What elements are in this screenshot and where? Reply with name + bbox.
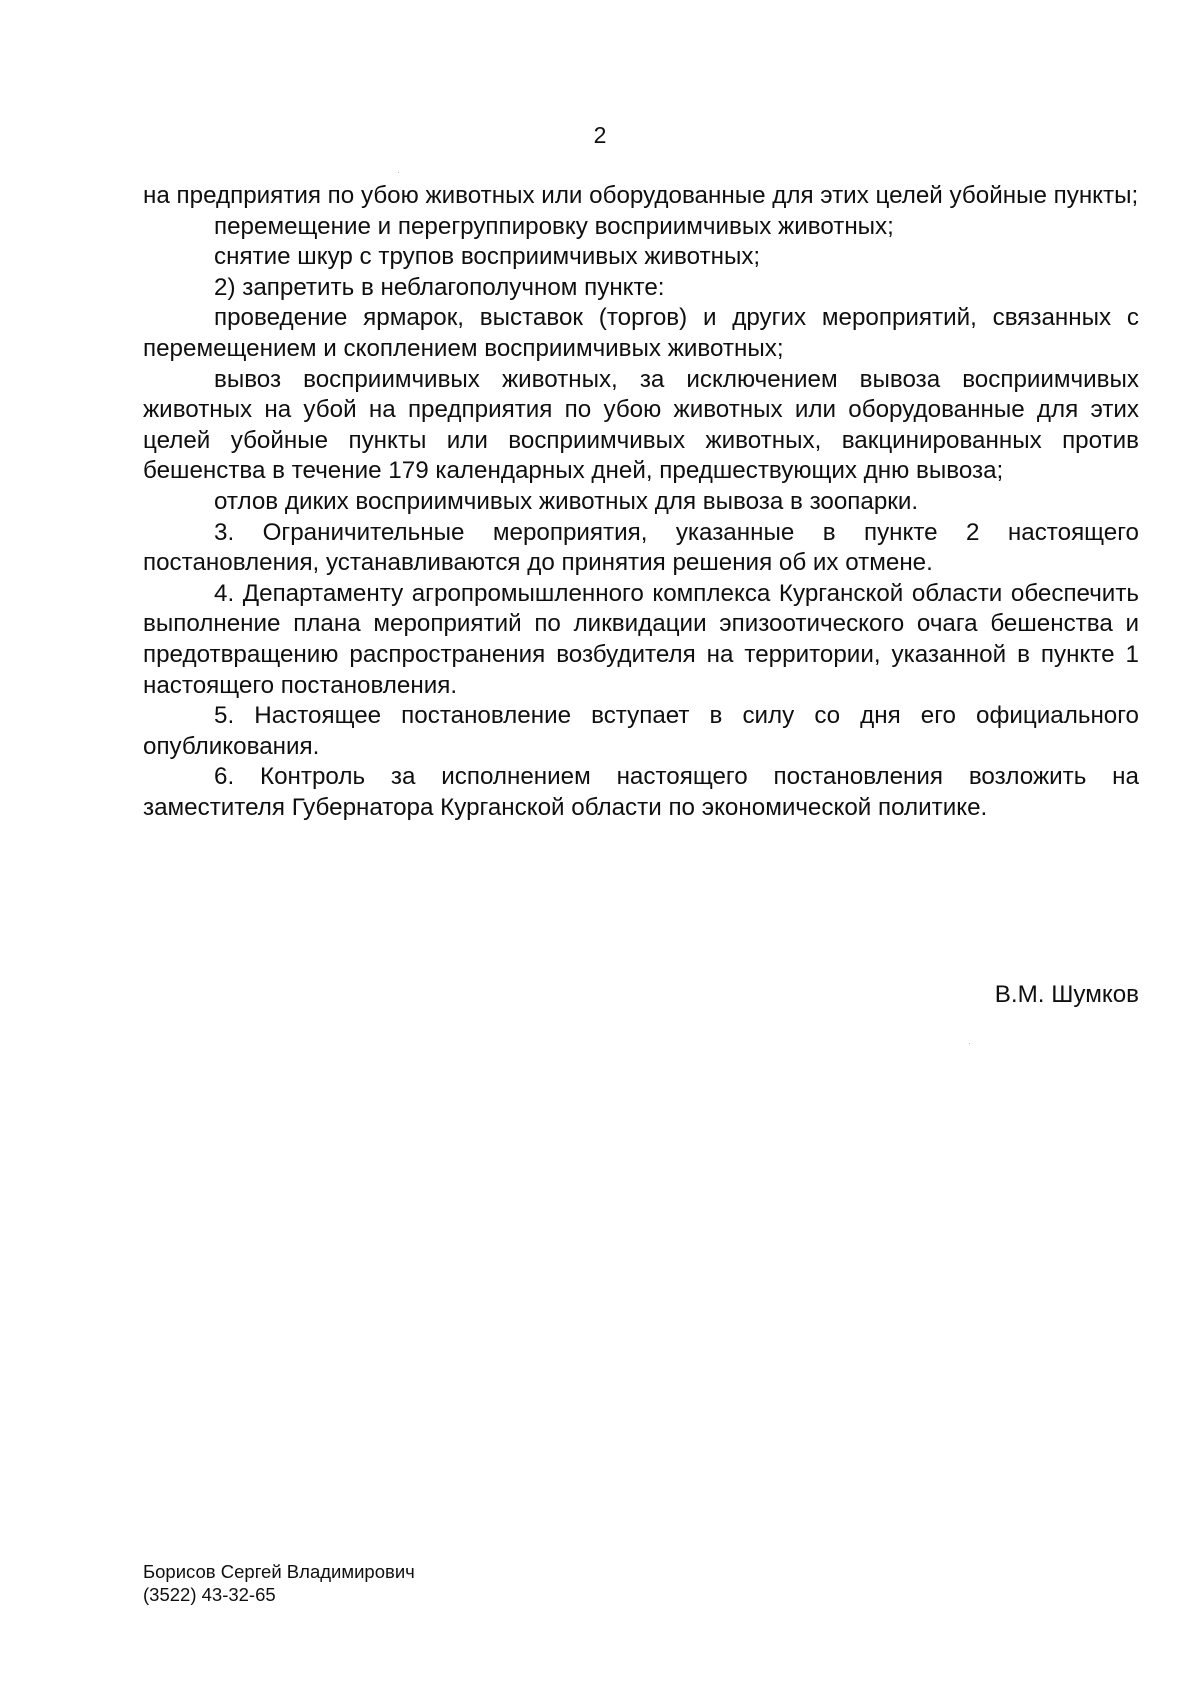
paragraph-fairs-ban: проведение ярмарок, выставок (торгов) и других мероприятий, связанных с перемещением и скоплением восприимчивых животных;	[143, 304, 1139, 362]
executor-phone: (3522) 43-32-65	[143, 1584, 276, 1605]
executor-block	[143, 1560, 415, 1606]
paragraph-export-ban: вывоз восприимчивых животных, за исключением вывоза восприимчивых животных на убой на предприятия по убою животных или оборудованные для этих целей убойные пункты или восприимчивых животных, вакцинированных против бешенства в течение 179 календарных дней, предшествующих дню вывоза;	[143, 365, 1139, 485]
paragraph-clause-3: 3. Ограничительные мероприятия, указанные в пункте 2 настоящего постановления, устанавливаются до принятия решения об их отмене.	[143, 518, 1139, 577]
paragraph-clause-6: 6. Контроль за исполнением настоящего постановления возложить на заместителя Губернатора Курганской области по экономической политике.	[143, 763, 1139, 821]
document-body	[143, 181, 1139, 823]
paragraph-skin-removal-ban: снятие шкур с трупов восприимчивых животных;	[214, 243, 761, 271]
paragraph-clause-4: 4. Департаменту агропромышленного комплекса Курганской области обеспечить выполнение плана мероприятий по ликвидации эпизоотического очага бешенства и предотвращению распространения возбудителя на территории, указанной в пункте 1 настоящего постановления.	[143, 579, 1139, 699]
paragraph-continuation: на предприятия по убою животных или оборудованные для этих целей убойные пункты;	[143, 182, 1139, 209]
paragraph-clause-5: 5. Настоящее постановление вступает в силу со дня его официального опубликования.	[143, 702, 1139, 760]
paragraph-prohibitions-heading: 2) запретить в неблагополучном пункте:	[214, 273, 665, 301]
paragraph-movement-ban: перемещение и перегруппировку восприимчивых животных;	[214, 212, 894, 240]
paragraph-capture-ban: отлов диких восприимчивых животных для вывоза в зоопарки.	[214, 487, 919, 515]
executor-name: Борисов Сергей Владимирович	[143, 1561, 415, 1582]
page-number: 2	[593, 122, 607, 148]
scan-artifact-dot	[398, 172, 399, 173]
signature-name: В.М. Шумков	[994, 981, 1139, 1008]
scan-artifact-dot	[969, 1043, 970, 1044]
